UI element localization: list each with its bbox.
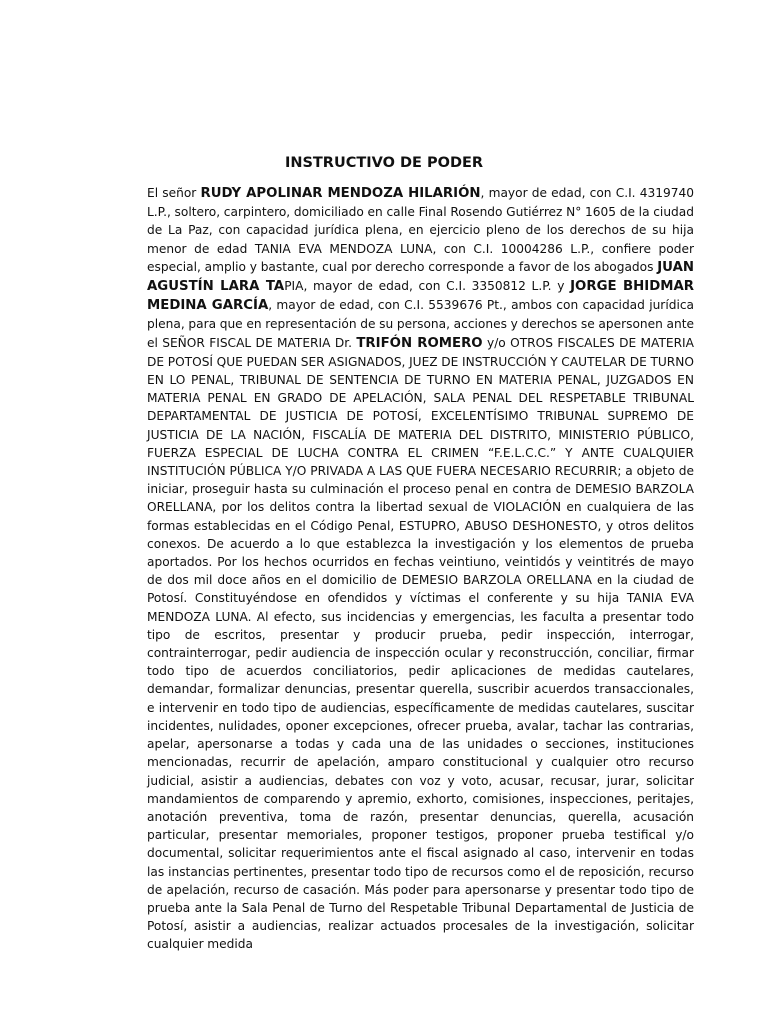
grantor-name: RUDY APOLINAR MENDOZA HILARIÓN: [200, 186, 481, 201]
paragraph-text: y/o OTROS FISCALES DE MATERIA DE POTOSÍ QUE PUEDAN SER ASIGNADOS, JUEZ DE INSTRUCCIÓN Y CAUTELAR DE TURNO EN LO PENAL, TRIBUNAL DE SENTENCIA DE TURNO EN MATERIA PENAL, JUZGADOS EN MATERIA PENAL EN GRADO DE APELACIÓN, SALA PENAL DEL RESPETABLE TRIBUNAL DEPARTAMENTAL DE JUSTICIA DE POTOSÍ, EXCELENTÍSIMO TRIBUNAL SUPREMO DE JUSTICIA DE LA NACIÓN, FISCALÍA DE MATERIA DEL DISTRITO, MINISTERIO PÚBLICO, FUERZA ESPECIAL DE LUCHA CONTRA EL CRIMEN “F.E.L.C.C.” Y ANTE CUALQUIER INSTITUCIÓN PÚBLICA Y/O PRIVADA A LAS QUE FUERA NECESARIO RECURRIR; a objeto de iniciar, proseguir hasta su culminación el proceso penal en contra de DEMESIO BARZOLA ORELLANA, por los delitos contra la libertad sexual de VIOLACIÓN en cualquiera de las formas establecidas en el Código Penal, ESTUPRO, ABUSO DESHONESTO, y otros delitos conexos. De acuerdo a lo que establezca la investigación y los elementos de prueba aportados. Por los hechos ocurridos en fechas veintiuno, veintidós y veintitrés de mayo de dos mil doce años en el domicilio de DEMESIO BARZOLA ORELLANA en la ciudad de Potosí. Constituyéndose en ofendidos y víctimas el conferente y su hija TANIA EVA MENDOZA LUNA. Al efecto, sus incidencias y emergencias, les faculta a presentar todo tipo de escritos, presentar y producir prueba, pedir inspección, interrogar, contrainterrogar, pedir audiencia de inspección ocular y reconstrucción, conciliar, firmar todo tipo de acuerdos conciliatorios, pedir aplicaciones de medidas cautelares, demandar, formalizar denuncias, presentar querella, suscribir acuerdos transaccionales, e intervenir en todo tipo de audiencias, específicamente de medidas cautelares, suscitar incidentes, nulidades, oponer excepciones, ofrecer prueba, avalar, tachar las contrarias, apelar, apersonarse a todas y cada una de las unidades o secciones, instituciones mencionadas, recurrir de apelación, amparo constitucional y cualquier otro recurso judicial, asistir a audiencias, debates con voz y voto, acusar, recusar, jurar, solicitar mandamientos de comparendo y apremio, exhorto, comisiones, inspecciones, peritajes, anotación preventiva, toma de razón, presentar denuncias, querella, acusación particular, presentar memoriales, proponer testigos, proponer prueba testifical y/o documental, solicitar requerimientos ante el fiscal asignado al caso, intervenir en todas las instancias pertinentes, presentar todo tipo de recursos como el de reposición, recurso de apelación, recurso de casación. Más poder para apersonarse y presentar todo tipo de prueba ante la Sala Penal de Turno del Respetable Tribunal Departamental de Justicia de Potosí, asistir a audiencias, realizar actuados procesales de la investigación, solicitar cualquier medida: [147, 335, 694, 952]
paragraph-text: El señor: [147, 186, 201, 200]
paragraph-text: PIA, mayor de edad, con C.I. 3350812 L.P. y: [284, 279, 571, 294]
document-body-paragraph: [147, 184, 694, 954]
lawyer-name: JUAN AGUSTÍN LARA TA: [147, 259, 694, 295]
lawyer-name: JORGE BHIDMAR MEDINA GARCÍA: [147, 279, 694, 314]
paragraph-text: , mayor de edad, con C.I. 5539676 Pt., ambos con capacidad jurídica plena, para que en representación de su persona, acciones y derechos se apersonen ante el SEÑOR FISCAL DE MATERIA Dr.: [147, 298, 694, 350]
paragraph-text: , mayor de edad, con C.I. 4319740 L.P., soltero, carpintero, domiciliado en calle Final Rosendo Gutiérrez N° 1605 de la ciudad de La Paz, con capacidad jurídica plena, en ejercicio pleno de los derechos de su hija menor de edad TANIA EVA MENDOZA LUNA, con C.I. 10004286 L.P., confiere poder especial, amplio y bastante, cual por derecho corresponde a favor de los abogados: [147, 186, 694, 274]
prosecutor-name: TRIFÓN ROMERO: [356, 335, 483, 351]
document-title: INSTRUCTIVO DE PODER: [284, 155, 484, 171]
